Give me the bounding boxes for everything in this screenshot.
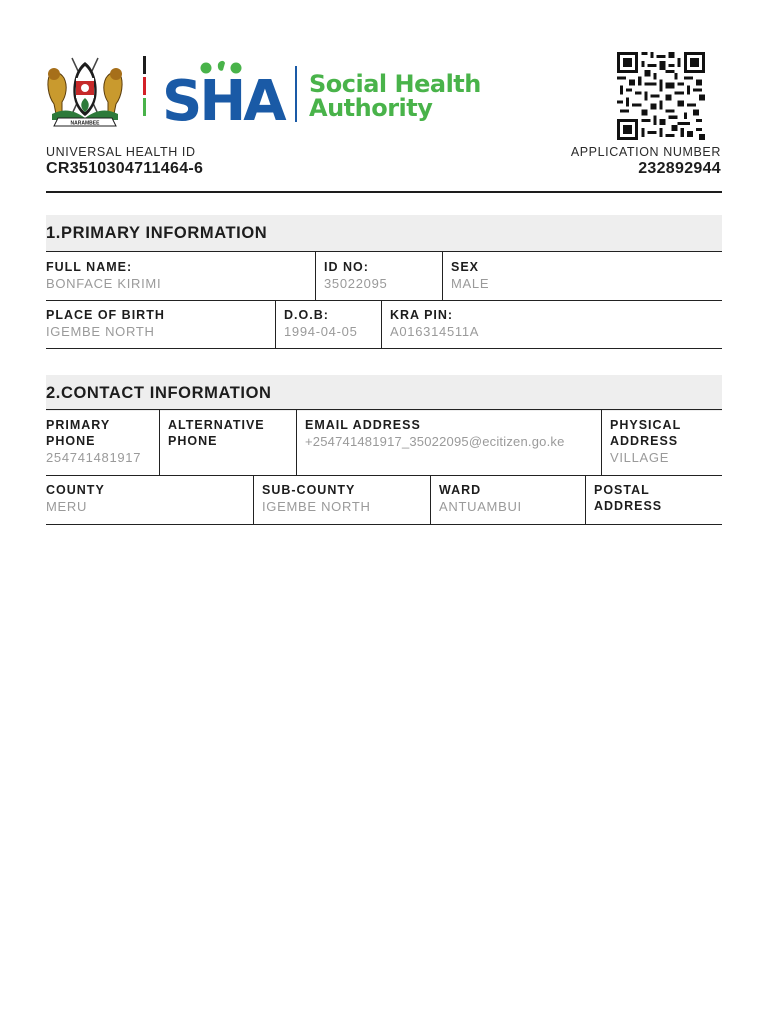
sub-county-cell (253, 475, 431, 524)
sha-logo-text: SHA (162, 69, 284, 124)
postal-address-cell (585, 475, 722, 524)
county-label: COUNTY (46, 483, 105, 497)
alternative-phone-cell (159, 410, 297, 475)
header-divider (46, 191, 722, 193)
alternative-phone-label-line1: ALTERNATIVE (168, 418, 265, 432)
primary-phone-value: 254741481917 (46, 450, 142, 465)
contact-row-1 (46, 409, 722, 476)
logo-divider (295, 66, 297, 122)
id-no-value: 35022095 (324, 276, 388, 291)
postal-address-label-line2: ADDRESS (594, 499, 663, 513)
primary-information-header (46, 215, 722, 251)
universal-health-id-value: CR3510304711464-6 (46, 160, 204, 177)
place-of-birth-cell (46, 300, 276, 348)
sha-logo-icon (162, 58, 302, 124)
kra-pin-cell (381, 300, 722, 348)
primary-row-2 (46, 300, 722, 349)
ward-cell (430, 475, 586, 524)
physical-address-cell (601, 410, 722, 475)
primary-phone-cell (46, 410, 160, 475)
universal-health-id-label: UNIVERSAL HEALTH ID (46, 145, 196, 159)
email-address-label: EMAIL ADDRESS (305, 418, 421, 432)
primary-information-title: 1.PRIMARY INFORMATION (46, 224, 268, 242)
physical-address-label-line2: ADDRESS (610, 434, 679, 448)
organization-name-line1: Social Health (309, 70, 481, 98)
county-cell (46, 475, 254, 524)
dob-cell (275, 300, 382, 348)
narambee-motto: NARAMBEE (70, 120, 100, 127)
contact-information-header (46, 375, 722, 411)
primary-phone-label-line1: PRIMARY (46, 418, 111, 432)
postal-address-label-line1: POSTAL (594, 483, 650, 497)
id-no-cell (315, 252, 443, 300)
county-value: MERU (46, 499, 88, 514)
dob-value: 1994-04-05 (284, 324, 358, 339)
id-no-label: ID NO: (324, 260, 369, 274)
email-address-cell (296, 410, 602, 475)
dob-label: D.O.B: (284, 308, 329, 322)
kra-pin-value: A016314511A (390, 324, 480, 339)
contact-row-2 (46, 475, 722, 525)
sex-label: SEX (451, 260, 480, 274)
kenya-coat-of-arms-icon (44, 52, 126, 128)
organization-name (309, 72, 481, 120)
place-of-birth-value: IGEMBE NORTH (46, 324, 155, 339)
physical-address-label-line1: PHYSICAL (610, 418, 682, 432)
sub-county-label: SUB-COUNTY (262, 483, 356, 497)
flag-stripes (143, 56, 147, 128)
kra-pin-label: KRA PIN: (390, 308, 454, 322)
application-number-label: APPLICATION NUMBER (570, 145, 721, 159)
full-name-label: FULL NAME: (46, 260, 133, 274)
organization-name-line2: Authority (309, 94, 433, 122)
sex-value: MALE (451, 276, 490, 291)
ward-label: WARD (439, 483, 482, 497)
primary-row-1 (46, 251, 722, 301)
contact-information-title: 2.CONTACT INFORMATION (46, 384, 272, 402)
sex-cell (442, 252, 722, 300)
full-name-cell (46, 252, 316, 300)
application-number-value: 232892944 (638, 160, 721, 177)
full-name-value: BONFACE KIRIMI (46, 276, 162, 291)
alternative-phone-label-line2: PHONE (168, 434, 218, 448)
ward-value: ANTUAMBUI (439, 499, 522, 514)
primary-phone-label-line2: PHONE (46, 434, 96, 448)
physical-address-value: VILLAGE (610, 450, 670, 465)
sub-county-value: IGEMBE NORTH (262, 499, 371, 514)
email-address-value: +254741481917_35022095@ecitizen.go.ke (305, 434, 565, 449)
qr-code-icon (614, 52, 708, 140)
place-of-birth-label: PLACE OF BIRTH (46, 308, 165, 322)
